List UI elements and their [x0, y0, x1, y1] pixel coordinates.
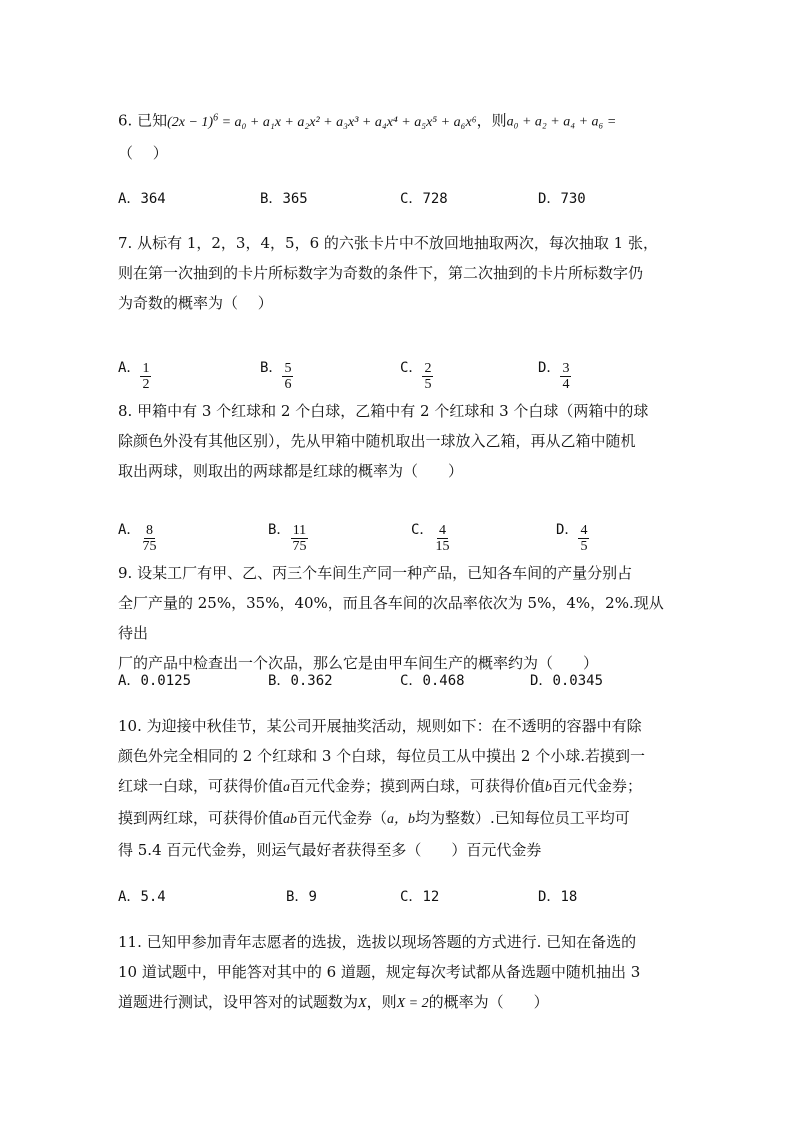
fraction	[422, 361, 433, 392]
variable-ab: ab	[283, 812, 298, 827]
option-a[interactable]	[118, 508, 158, 554]
question-10	[118, 711, 678, 865]
option-label: A．	[118, 522, 141, 538]
option-label: A．	[118, 673, 141, 689]
option-b[interactable]	[268, 508, 308, 554]
option-label: C．	[400, 889, 423, 905]
denominator: 15	[435, 539, 450, 554]
option-value: 728	[422, 191, 448, 207]
option-label: A．	[118, 191, 141, 207]
question-9-options	[118, 670, 718, 700]
question-11-line-3	[118, 987, 678, 1019]
question-7-line-3: 为奇数的概率为（ ）	[118, 294, 273, 312]
option-label: B．	[268, 673, 291, 689]
fraction	[578, 523, 589, 554]
question-10-line-2: 颜色外完全相同的 2 个红球和 3 个白球，每位员工从中摸出 2 个小球.若摸到一	[118, 747, 646, 765]
text: 的概率为（ ）	[428, 993, 549, 1011]
question-7-line-1: 7. 从标有 1，2，3，4，5，6 的六张卡片中不放回地抽取两次，每次抽取 1 张，	[118, 234, 658, 252]
option-label: D．	[530, 673, 553, 689]
expr-rhs: = a₀ + a₁x + a₂x² + a₃x³ + a₄x⁴ + a₅x⁵ + a₆x⁶	[218, 114, 477, 130]
numerator: 1	[142, 361, 150, 376]
condition: X = 2	[396, 996, 429, 1011]
option-label: D．	[538, 191, 561, 207]
option-d[interactable]	[538, 346, 571, 392]
numerator: 8	[145, 523, 153, 538]
fraction	[140, 523, 158, 554]
question-10-options	[118, 886, 718, 916]
numerator: 3	[562, 361, 570, 376]
option-label: C．	[400, 360, 423, 376]
option-label: D．	[538, 360, 561, 376]
option-label: A．	[118, 360, 141, 376]
question-9-line-2: 全厂产量的 25%，35%，40%，而且各车间的次品率依次为 5%，4%，2%.现从待出	[118, 594, 664, 642]
question-6-mid: ，则	[476, 111, 507, 130]
question-9-line-3: 厂的产品中检查出一个次品，那么它是由甲车间生产的概率约为（ ）	[118, 654, 599, 672]
variable-b: b	[545, 780, 553, 795]
question-8	[118, 396, 678, 486]
question-9-line-1: 9. 设某工厂有甲、乙、丙三个车间生产同一种产品，已知各车间的产量分别占	[118, 564, 633, 582]
question-7-line-2: 则在第一次抽到的卡片所标数字为奇数的条件下，第二次抽到的卡片所标数字仍	[118, 264, 644, 282]
option-b[interactable]	[286, 886, 317, 906]
fraction	[282, 361, 293, 392]
question-10-line-3	[118, 771, 678, 803]
option-label: C．	[411, 522, 434, 538]
expr-exponent: 6	[213, 112, 219, 123]
question-8-line-3: 取出两球，则取出的两球都是红球的概率为（ ）	[118, 462, 464, 480]
text: 红球一白球，可获得价值	[118, 777, 284, 795]
denominator: 2	[142, 377, 150, 392]
text: 摸到两红球，可获得价值	[118, 809, 284, 827]
question-6-stem	[118, 103, 678, 138]
option-a[interactable]	[118, 670, 191, 690]
fraction	[560, 361, 571, 392]
option-value: 0.0125	[140, 673, 192, 689]
option-value: 9	[308, 889, 317, 905]
text: 道题进行测试，设甲答对的试题数为	[118, 993, 359, 1011]
denominator: 75	[292, 539, 307, 554]
option-value: 364	[140, 191, 166, 207]
variable-a: a	[283, 780, 291, 795]
option-label: B．	[260, 360, 283, 376]
option-label: B．	[260, 191, 283, 207]
question-6-expression	[167, 112, 477, 130]
question-6	[118, 103, 678, 168]
denominator: 75	[142, 539, 157, 554]
question-6-prefix: 6. 已知	[118, 111, 168, 130]
option-label: A．	[118, 889, 141, 905]
option-b[interactable]	[260, 188, 308, 208]
denominator: 4	[562, 377, 570, 392]
option-label: B．	[268, 522, 291, 538]
option-d[interactable]	[556, 508, 589, 554]
numerator: 5	[284, 361, 292, 376]
option-c[interactable]	[400, 188, 448, 208]
text: 百元代金券；	[552, 777, 643, 795]
question-11	[118, 927, 678, 1019]
text: 均为整数）.已知每位员工平均可	[415, 809, 630, 827]
question-10-line-5: 得 5.4 百元代金券，则运气最好者获得至多（ ）百元代金券	[118, 841, 542, 859]
option-label: B．	[286, 889, 309, 905]
option-a[interactable]	[118, 188, 166, 208]
option-b[interactable]	[268, 670, 333, 690]
option-a[interactable]	[118, 346, 151, 392]
numerator: 2	[424, 361, 432, 376]
denominator: 5	[424, 377, 432, 392]
fraction	[140, 361, 151, 392]
variables-a-b: a，b	[387, 812, 416, 827]
numerator: 4	[580, 523, 588, 538]
question-7-options	[118, 342, 718, 392]
option-label: C．	[400, 191, 423, 207]
option-value: 5.4	[140, 889, 166, 905]
option-d[interactable]	[538, 188, 586, 208]
option-value: 365	[282, 191, 308, 207]
question-7	[118, 228, 678, 318]
question-6-target: a₀ + a₂ + a₄ + a₆ =	[506, 114, 617, 130]
question-6-paren: （ ）	[118, 143, 168, 162]
question-8-line-1: 8. 甲箱中有 3 个红球和 2 个白球，乙箱中有 2 个红球和 3 个白球（两箱中的球	[118, 402, 649, 420]
option-c[interactable]	[400, 346, 433, 392]
question-6-options	[118, 188, 718, 218]
option-value: 0.362	[290, 673, 333, 689]
option-c[interactable]	[400, 670, 465, 690]
expr-base: (2x − 1)	[167, 114, 214, 130]
option-d[interactable]	[538, 886, 577, 906]
option-label: C．	[400, 673, 423, 689]
numerator: 4	[438, 523, 446, 538]
question-10-line-1: 10. 为迎接中秋佳节，某公司开展抽奖活动，规则如下：在不透明的容器中有除	[118, 717, 642, 735]
option-label: D．	[538, 889, 561, 905]
option-value: 0.0345	[552, 673, 604, 689]
option-value: 18	[560, 889, 578, 905]
option-value: 0.468	[422, 673, 465, 689]
fraction	[433, 523, 451, 554]
option-b[interactable]	[260, 346, 293, 392]
option-value: 730	[560, 191, 586, 207]
question-11-line-1: 11. 已知甲参加青年志愿者的选拔，选拔以现场答题的方式进行. 已知在备选的	[118, 933, 637, 951]
option-a[interactable]	[118, 886, 166, 906]
text: 百元代金券；摸到两白球，可获得价值	[290, 777, 546, 795]
fraction	[290, 523, 308, 554]
option-c[interactable]	[400, 886, 439, 906]
text: 百元代金券（	[297, 809, 388, 827]
numerator: 11	[292, 523, 307, 538]
denominator: 5	[580, 539, 588, 554]
variable-x: X	[358, 996, 367, 1011]
text: ，则	[366, 993, 397, 1011]
question-9	[118, 558, 678, 678]
option-label: D．	[556, 522, 579, 538]
question-8-options	[118, 504, 718, 554]
option-value: 12	[422, 889, 440, 905]
option-c[interactable]	[411, 508, 451, 554]
question-8-line-2: 除颜色外没有其他区别），先从甲箱中随机取出一球放入乙箱，再从乙箱中随机	[118, 432, 636, 450]
question-11-line-2: 10 道试题中，甲能答对其中的 6 道题，规定每次考试都从备选题中随机抽出 3	[118, 963, 641, 981]
option-d[interactable]	[530, 670, 603, 690]
denominator: 6	[284, 377, 292, 392]
question-10-line-4	[118, 803, 678, 835]
